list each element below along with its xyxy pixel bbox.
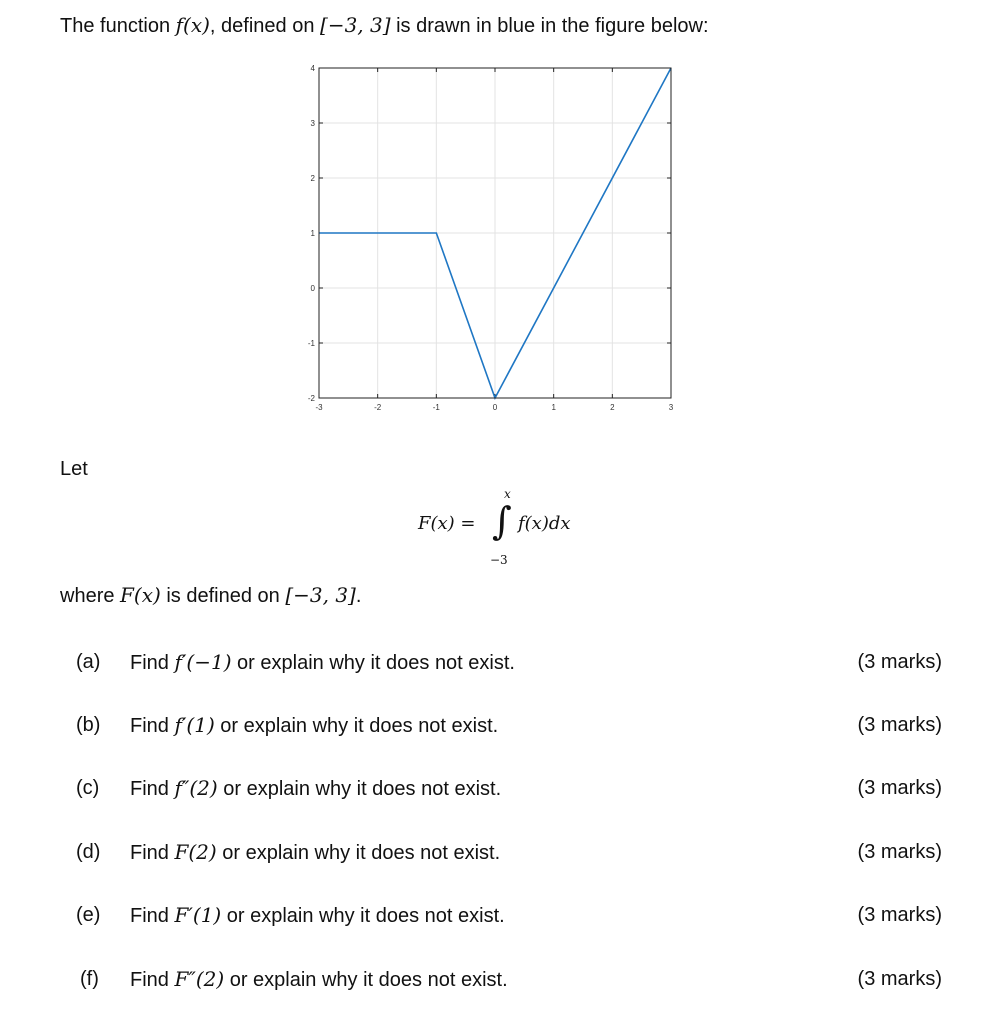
- question-text: [130, 840, 500, 865]
- intro-after: is drawn in blue in the figure below:: [390, 15, 709, 37]
- question-rest: or explain why it does not exist.: [224, 969, 508, 991]
- question-b: [0, 713, 998, 743]
- where-fn: F(x): [120, 583, 161, 607]
- question-a: [0, 650, 998, 680]
- question-expr: F′(1): [174, 903, 222, 927]
- question-rest: or explain why it does not exist.: [231, 652, 515, 674]
- where-text: [60, 583, 361, 608]
- question-find: Find: [130, 715, 175, 737]
- intro-text: [60, 13, 709, 38]
- question-marks: (3 marks): [857, 651, 942, 673]
- question-find: Find: [130, 652, 175, 674]
- y-tick-label: 0: [310, 284, 315, 293]
- function-chart: [290, 58, 690, 428]
- x-tick-label: -3: [315, 403, 323, 412]
- question-expr: f′(−1): [174, 650, 232, 674]
- question-text: [130, 713, 498, 738]
- integral-lower-limit: −3: [490, 553, 508, 567]
- question-rest: or explain why it does not exist.: [221, 905, 505, 927]
- chart-tick-labels: [308, 64, 674, 412]
- question-text: [130, 967, 508, 992]
- x-tick-label: 2: [610, 403, 615, 412]
- y-tick-label: 4: [310, 64, 315, 73]
- question-expr: f′(1): [174, 713, 215, 737]
- where-before: where: [60, 585, 121, 607]
- formula-lhs: F(x) =: [418, 513, 476, 534]
- integral-upper-limit: x: [504, 487, 511, 501]
- question-rest: or explain why it does not exist.: [214, 715, 499, 737]
- question-text: [130, 776, 501, 801]
- integral-sign: ∫: [492, 499, 512, 543]
- question-text: [130, 903, 505, 928]
- intro-mid: , defined on: [209, 15, 321, 37]
- question-marks: (3 marks): [857, 904, 942, 926]
- x-tick-label: 1: [551, 403, 556, 412]
- let-label: Let: [60, 458, 88, 480]
- question-f: [0, 967, 998, 997]
- question-label: (f): [80, 968, 99, 990]
- intro-before: The function: [60, 15, 176, 37]
- question-expr: F(2): [174, 840, 217, 864]
- y-tick-label: -1: [307, 339, 315, 348]
- question-label: (a): [76, 651, 101, 673]
- question-find: Find: [130, 905, 175, 927]
- question-label: (c): [76, 777, 100, 799]
- question-marks: (3 marks): [857, 714, 942, 736]
- intro-domain: [−3, 3]: [320, 13, 391, 37]
- question-label: (e): [76, 904, 101, 926]
- x-tick-label: 3: [668, 403, 674, 412]
- question-rest: or explain why it does not exist.: [217, 778, 502, 800]
- question-label: (d): [76, 841, 101, 863]
- question-expr: F″(2): [174, 967, 225, 991]
- y-tick-label: 3: [310, 119, 315, 128]
- x-tick-label: -1: [432, 403, 440, 412]
- question-d: [0, 840, 998, 870]
- y-tick-label: 1: [310, 229, 315, 238]
- question-marks: (3 marks): [857, 841, 942, 863]
- question-expr: f″(2): [174, 776, 218, 800]
- question-marks: (3 marks): [857, 968, 942, 990]
- x-tick-label: -2: [374, 403, 382, 412]
- formula-integrand: f(x)dx: [518, 513, 571, 534]
- question-label: (b): [76, 714, 101, 736]
- integral-formula: [418, 487, 608, 567]
- question-c: [0, 776, 998, 806]
- question-find: Find: [130, 969, 175, 991]
- question-marks: (3 marks): [857, 777, 942, 799]
- question-e: [0, 903, 998, 933]
- question-text: [130, 650, 515, 675]
- intro-fn: f(x): [175, 13, 210, 37]
- y-tick-label: -2: [307, 394, 315, 403]
- where-domain: [−3, 3]: [285, 583, 356, 607]
- where-mid: is defined on: [160, 585, 286, 607]
- where-after: .: [355, 585, 362, 607]
- y-tick-label: 2: [310, 174, 315, 183]
- x-tick-label: 0: [492, 403, 498, 412]
- question-rest: or explain why it does not exist.: [216, 842, 501, 864]
- question-find: Find: [130, 778, 175, 800]
- question-find: Find: [130, 842, 175, 864]
